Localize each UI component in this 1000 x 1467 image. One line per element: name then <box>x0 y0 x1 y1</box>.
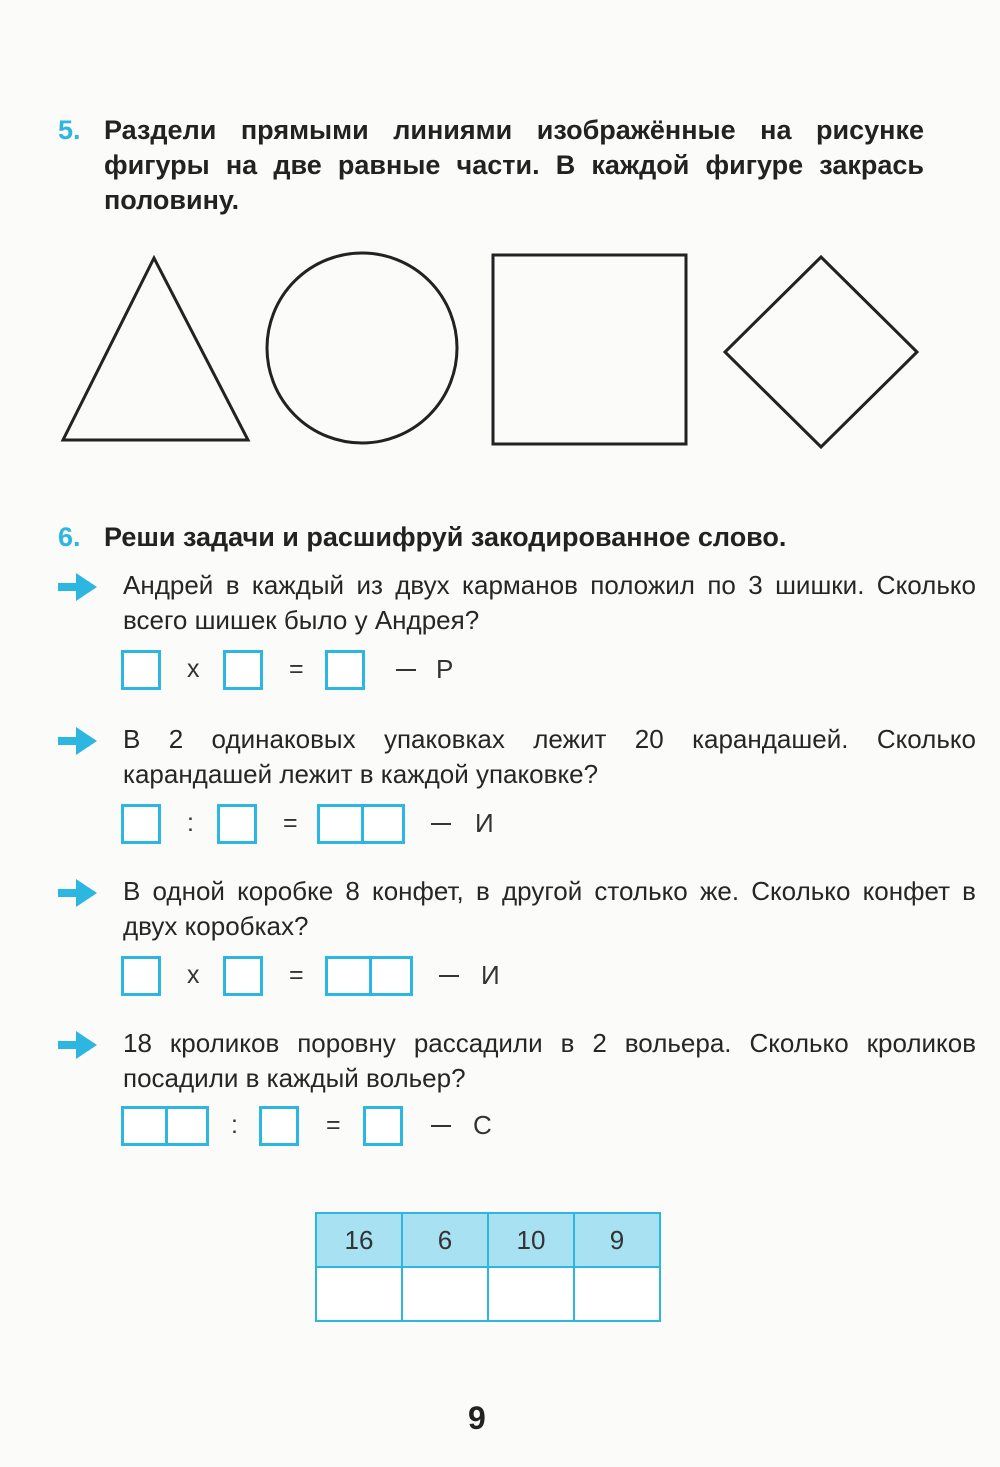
problem-2-equation <box>121 804 501 850</box>
multiply-sign: x <box>187 655 200 683</box>
answer-box[interactable] <box>121 804 161 844</box>
code-letter: И <box>475 808 494 838</box>
task-5-heading <box>58 113 928 223</box>
answer-box[interactable] <box>223 956 263 996</box>
divide-sign: : <box>231 1111 238 1139</box>
problem-3 <box>58 874 976 949</box>
arrow-right-icon <box>58 1030 98 1060</box>
problem-1-text: Андрей в каждый из двух карманов положил по 3 шишки. Сколько всего шишек было у Андрея? <box>123 570 976 635</box>
answer-box[interactable] <box>363 1106 403 1146</box>
task-6-instruction: Реши задачи и расшифруй закодированное слово. <box>104 522 787 552</box>
square-shape[interactable] <box>493 255 686 444</box>
table-cell-letter-input[interactable] <box>574 1267 660 1321</box>
decoding-table <box>315 1212 661 1322</box>
table-cell-value: 9 <box>574 1213 660 1267</box>
code-letter: С <box>473 1110 492 1140</box>
dash <box>396 669 416 671</box>
table-cell-value: 16 <box>316 1213 402 1267</box>
problem-2 <box>58 722 976 797</box>
answer-box[interactable] <box>325 650 365 690</box>
equals-sign: = <box>289 655 304 683</box>
code-letter: Р <box>436 654 454 684</box>
table-row-values <box>316 1213 660 1267</box>
table-cell-value: 10 <box>488 1213 574 1267</box>
code-letter: И <box>481 960 500 990</box>
problem-3-equation <box>121 956 511 1002</box>
arrow-right-icon <box>58 878 98 908</box>
divide-sign: : <box>187 809 194 837</box>
answer-box-double[interactable] <box>121 1106 209 1146</box>
dash <box>431 1125 451 1127</box>
answer-box[interactable] <box>223 650 263 690</box>
arrow-right-icon <box>58 726 98 756</box>
page-number: 9 <box>468 1400 486 1436</box>
task-5-number: 5. <box>58 115 81 145</box>
table-cell-letter-input[interactable] <box>402 1267 488 1321</box>
answer-box[interactable] <box>121 956 161 996</box>
table-row-letters <box>316 1267 660 1321</box>
problem-3-text: В одной коробке 8 конфет, в другой столько же. Сколько конфет в двух коробках? <box>123 876 976 941</box>
shapes-figure <box>55 248 935 458</box>
triangle-shape[interactable] <box>63 258 248 440</box>
answer-box[interactable] <box>121 650 161 690</box>
equals-sign: = <box>289 961 304 989</box>
task-5-instruction: Раздели прямыми линиями изображённые на рисунке фигуры на две равные части. В каждой фигуре закрась половину. <box>104 115 924 215</box>
dash <box>431 823 451 825</box>
problem-4 <box>58 1026 976 1101</box>
answer-box[interactable] <box>217 804 257 844</box>
problem-1-equation <box>121 650 481 696</box>
equals-sign: = <box>283 809 298 837</box>
table-cell-letter-input[interactable] <box>488 1267 574 1321</box>
rhombus-shape[interactable] <box>725 257 917 447</box>
problem-4-text: 18 кроликов поровну рассадили в 2 вольера. Сколько кроликов посадили в каждый вольер? <box>123 1028 976 1093</box>
multiply-sign: x <box>187 961 200 989</box>
equals-sign: = <box>326 1111 341 1139</box>
problem-4-equation <box>121 1106 501 1152</box>
table-cell-value: 6 <box>402 1213 488 1267</box>
answer-box-double[interactable] <box>325 956 413 996</box>
arrow-right-icon <box>58 572 98 602</box>
problem-2-text: В 2 одинаковых упаковках лежит 20 карандашей. Сколько карандашей лежит в каждой упаковке? <box>123 724 976 789</box>
circle-shape[interactable] <box>267 253 457 443</box>
dash <box>439 975 459 977</box>
task-6-number: 6. <box>58 522 81 552</box>
answer-box[interactable] <box>259 1106 299 1146</box>
problem-1 <box>58 568 976 643</box>
task-6-heading <box>58 520 928 560</box>
table-cell-letter-input[interactable] <box>316 1267 402 1321</box>
answer-box-double[interactable] <box>317 804 405 844</box>
